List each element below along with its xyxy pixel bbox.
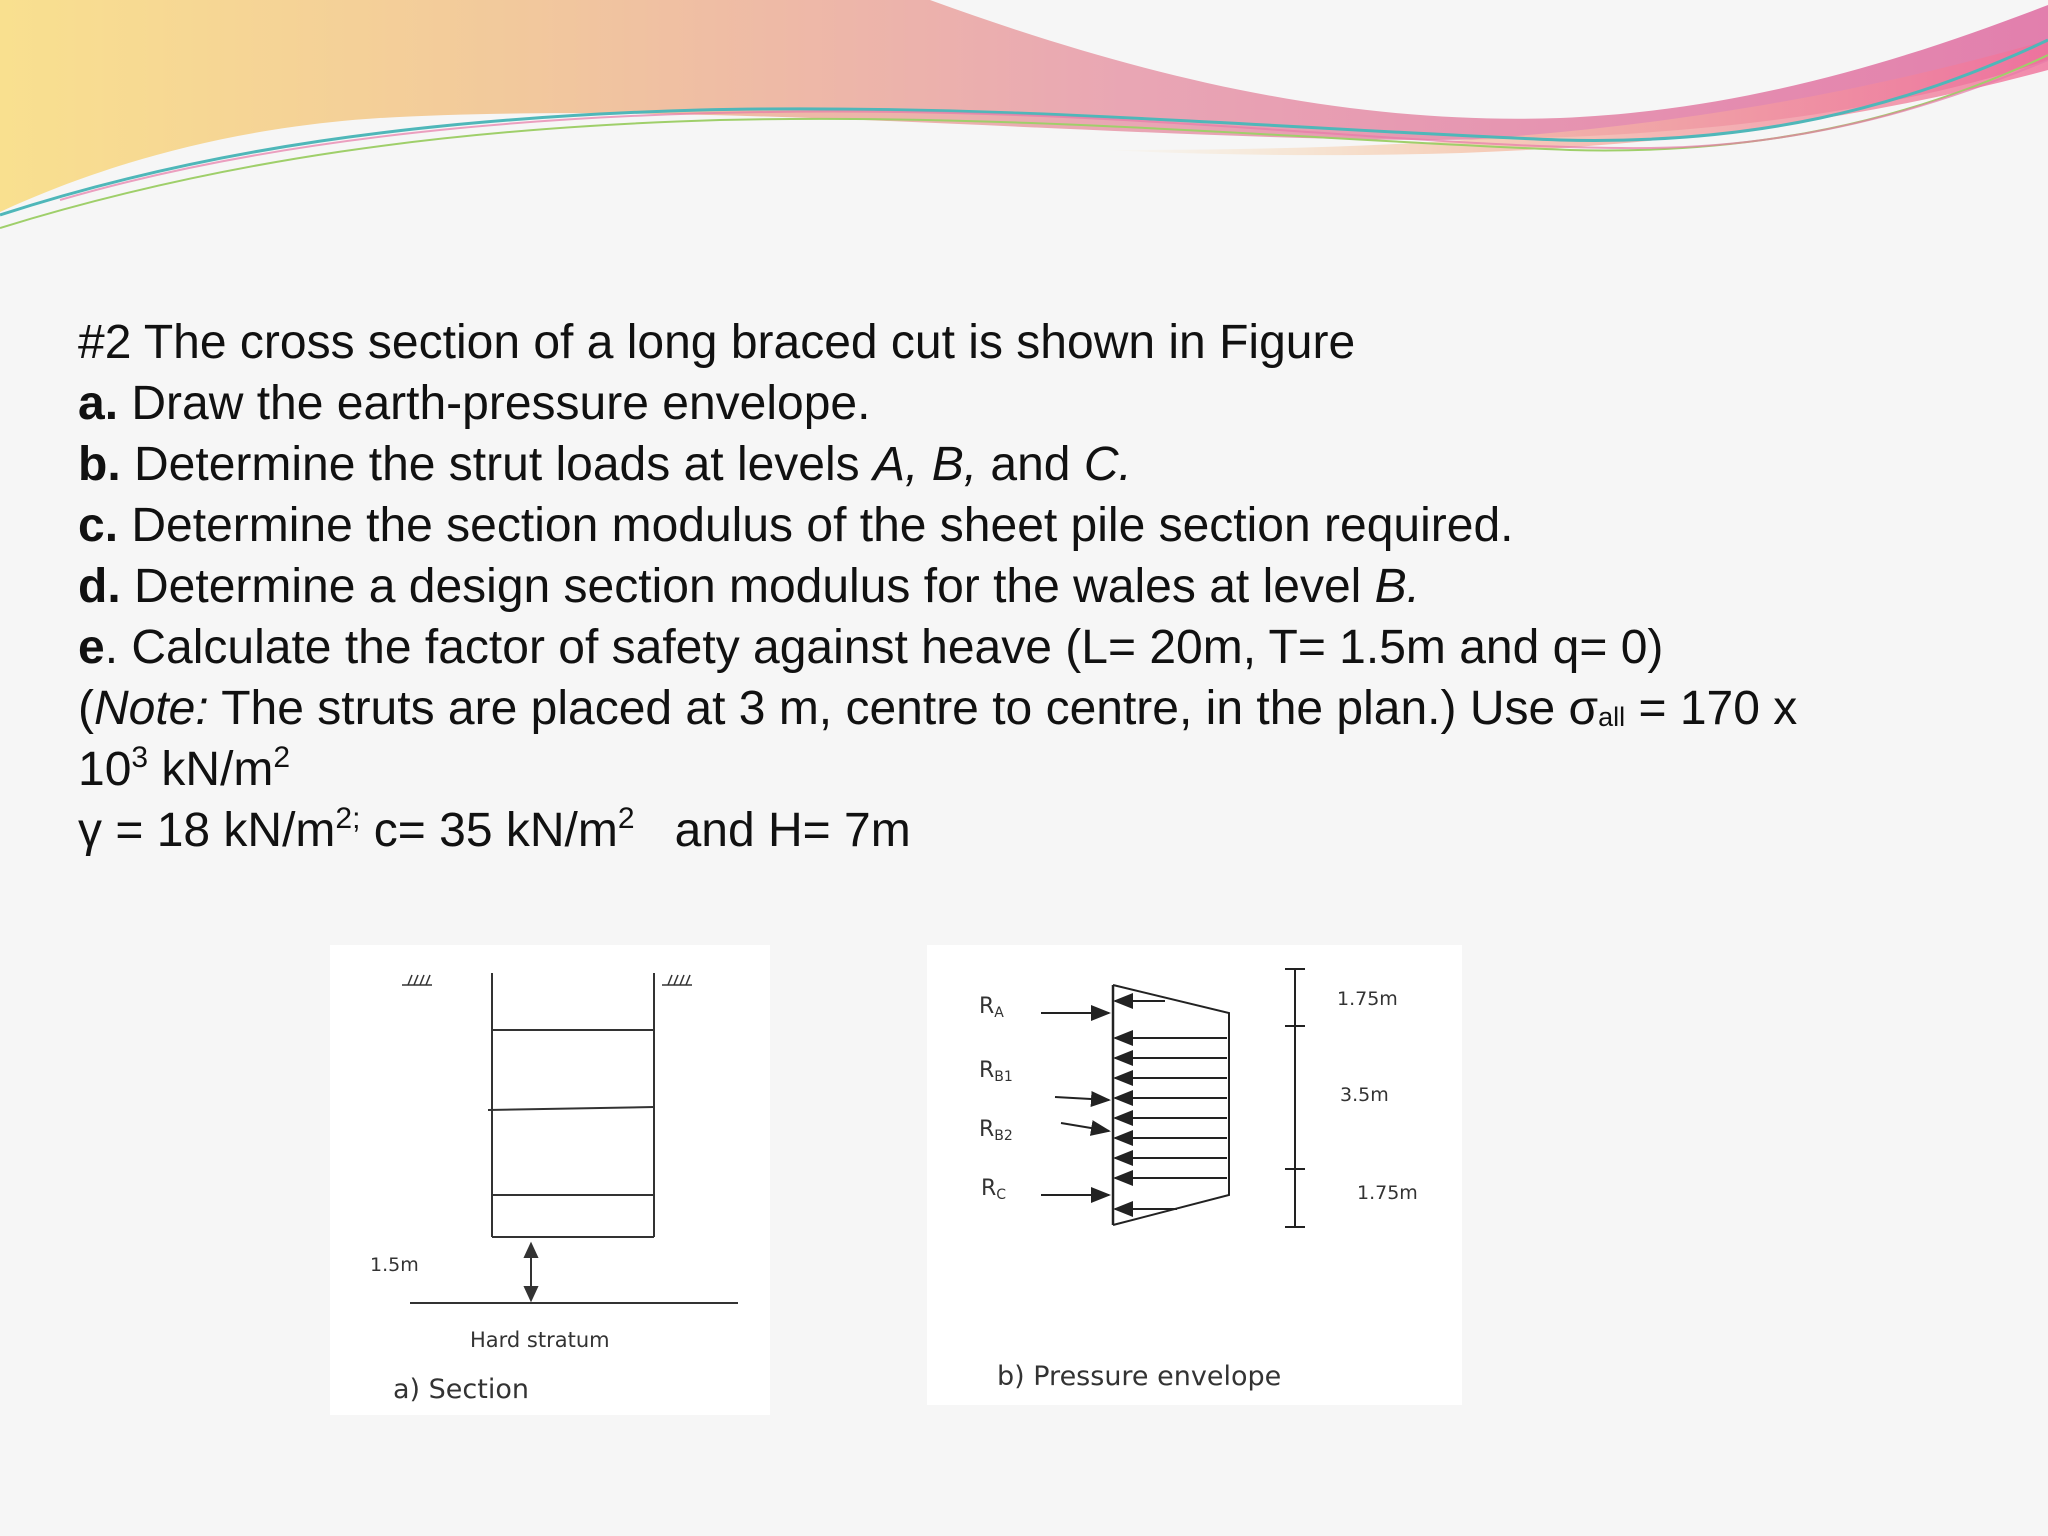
section-caption: a) Section — [393, 1374, 529, 1405]
reaction-label-b2: RB2 — [979, 1117, 1013, 1144]
strut-b — [488, 1107, 654, 1110]
gamma-exp: 2; — [335, 802, 361, 835]
item-c-text: Determine the section modulus of the sheet pile section required. — [118, 499, 1514, 552]
ground-hatch-left — [402, 975, 432, 985]
item-e — [78, 617, 1998, 678]
note-unit: kN/m — [148, 743, 274, 796]
item-d-level: B. — [1374, 560, 1420, 613]
depth-label: 1.5m — [370, 1254, 419, 1276]
item-d-text: Determine a design section modulus for the wales at level — [120, 560, 1375, 613]
cohesion-exp: 2 — [617, 802, 635, 835]
reaction-arrow-b2 — [1061, 1123, 1109, 1131]
item-b — [78, 434, 1998, 495]
note-label: Note: — [93, 682, 209, 735]
note-value: = 170 x — [1625, 682, 1798, 735]
envelope-outline — [1113, 985, 1229, 1225]
item-b-text: Determine the strut loads at levels — [120, 438, 873, 491]
dimension-top: 1.75m — [1337, 988, 1398, 1010]
item-b-level-c: C. — [1083, 438, 1132, 491]
note-text: The struts are placed at 3 m, centre to centre, in the plan.) Use σ — [208, 682, 1599, 735]
figure-pressure-envelope — [927, 945, 1462, 1405]
ground-hatch-right — [662, 975, 692, 985]
cohesion-text: c= 35 kN/m — [360, 804, 618, 857]
gamma-text: γ = 18 kN/m — [78, 804, 336, 857]
section-diagram — [330, 945, 770, 1415]
envelope-caption: b) Pressure envelope — [997, 1361, 1282, 1392]
item-b-key: b. — [78, 438, 121, 491]
header-decoration — [0, 0, 2048, 260]
reaction-label-a: RA — [979, 994, 1004, 1021]
item-b-levels: A, B, — [873, 438, 978, 491]
item-d — [78, 556, 1998, 617]
note-line — [78, 678, 1998, 739]
item-a-text: Draw the earth-pressure envelope. — [118, 377, 871, 430]
params-line — [78, 800, 1998, 861]
dimension-line — [1285, 969, 1305, 1227]
dimension-bottom: 1.75m — [1357, 1182, 1418, 1204]
item-a-key: a. — [78, 377, 119, 430]
problem-intro: #2 The cross section of a long braced cut is shown in Figure — [78, 316, 1356, 369]
note-power-exp: 3 — [131, 741, 149, 774]
note-line-2 — [78, 739, 1998, 800]
item-d-key: d. — [78, 560, 121, 613]
pressure-arrows — [1115, 1001, 1227, 1209]
depth-arrow — [525, 1244, 537, 1300]
item-e-text: . Calculate the factor of safety against heave (L= 20m, T= 1.5m and q= 0) — [104, 621, 1664, 674]
item-c — [78, 495, 1998, 556]
height-text: and H= 7m — [634, 804, 911, 857]
item-b-and: and — [977, 438, 1084, 491]
problem-statement — [78, 312, 1998, 861]
item-a — [78, 373, 1998, 434]
item-e-key: e — [78, 621, 105, 674]
envelope-diagram — [927, 945, 1462, 1405]
hard-stratum-label: Hard stratum — [470, 1328, 610, 1352]
reaction-arrow-b1 — [1055, 1097, 1109, 1100]
note-power-base: 10 — [78, 743, 132, 796]
sigma-subscript: all — [1598, 702, 1626, 732]
reaction-label-b1: RB1 — [979, 1058, 1013, 1085]
banner-wave-fill — [0, 0, 2048, 212]
note-unit-exp: 2 — [273, 741, 291, 774]
figure-section — [330, 945, 770, 1415]
item-c-key: c. — [78, 499, 119, 552]
dimension-middle: 3.5m — [1340, 1084, 1389, 1106]
note-open: ( — [78, 682, 94, 735]
reaction-label-c: RC — [981, 1176, 1007, 1203]
